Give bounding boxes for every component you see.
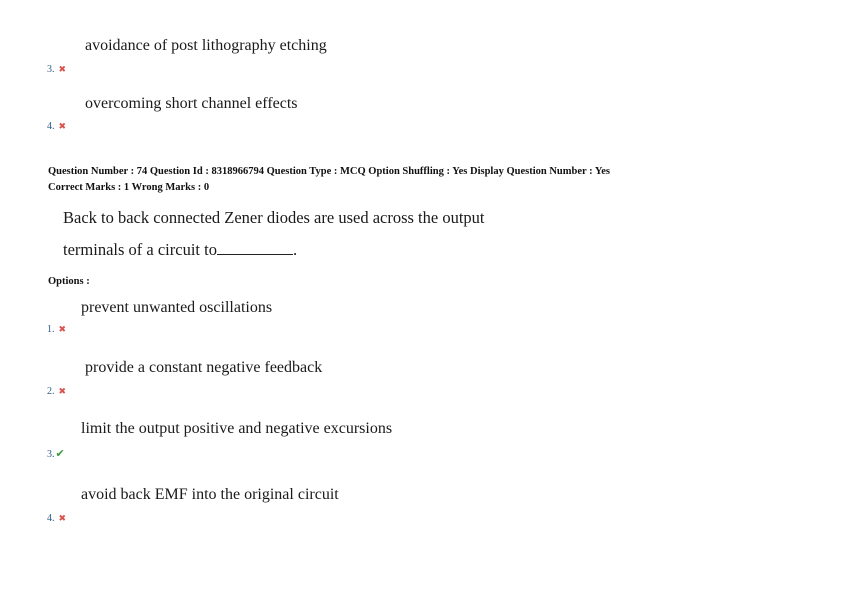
- cross-icon: ✖: [58, 64, 67, 74]
- cross-icon: ✖: [58, 121, 67, 131]
- prev-option-4-marker: [47, 116, 66, 134]
- option-number: 2.: [47, 386, 55, 397]
- question-meta-line1: Question Number : 74 Question Id : 8318966794 Question Type : MCQ Option Shuffling : Yes Display Question Number : Yes: [48, 166, 611, 177]
- question-stem-line1: Back to back connected Zener diodes are used across the output: [63, 208, 485, 227]
- prev-option-3-text: avoidance of post lithography etching: [85, 37, 327, 54]
- cross-icon: ✖: [58, 513, 67, 523]
- question-stem-line2: [63, 240, 297, 260]
- question-stem-text: terminals of a circuit to: [63, 240, 217, 259]
- check-icon: ✔: [55, 448, 65, 460]
- option-number: 4.: [47, 513, 55, 524]
- option-4-marker: [47, 508, 66, 526]
- cross-icon: ✖: [58, 324, 67, 334]
- option-number: 3.: [47, 64, 55, 75]
- option-number: 3.: [47, 449, 55, 460]
- option-3-marker: [47, 444, 65, 462]
- question-meta-line2: Correct Marks : 1 Wrong Marks : 0: [48, 182, 210, 193]
- option-number: 1.: [47, 324, 55, 335]
- option-1-text: prevent unwanted oscillations: [81, 299, 273, 316]
- cross-icon: ✖: [58, 386, 67, 396]
- option-1-marker: [47, 319, 66, 337]
- prev-option-4-text: overcoming short channel effects: [85, 95, 298, 112]
- option-4-text: avoid back EMF into the original circuit: [81, 486, 339, 503]
- options-label: Options :: [48, 276, 90, 287]
- question-stem-tail: .: [292, 240, 298, 259]
- option-2-marker: [47, 381, 66, 399]
- prev-option-3-marker: [47, 59, 66, 77]
- option-number: 4.: [47, 121, 55, 132]
- answer-blank: [217, 242, 293, 255]
- option-2-text: provide a constant negative feedback: [85, 359, 323, 376]
- option-3-text: limit the output positive and negative excursions: [81, 420, 393, 437]
